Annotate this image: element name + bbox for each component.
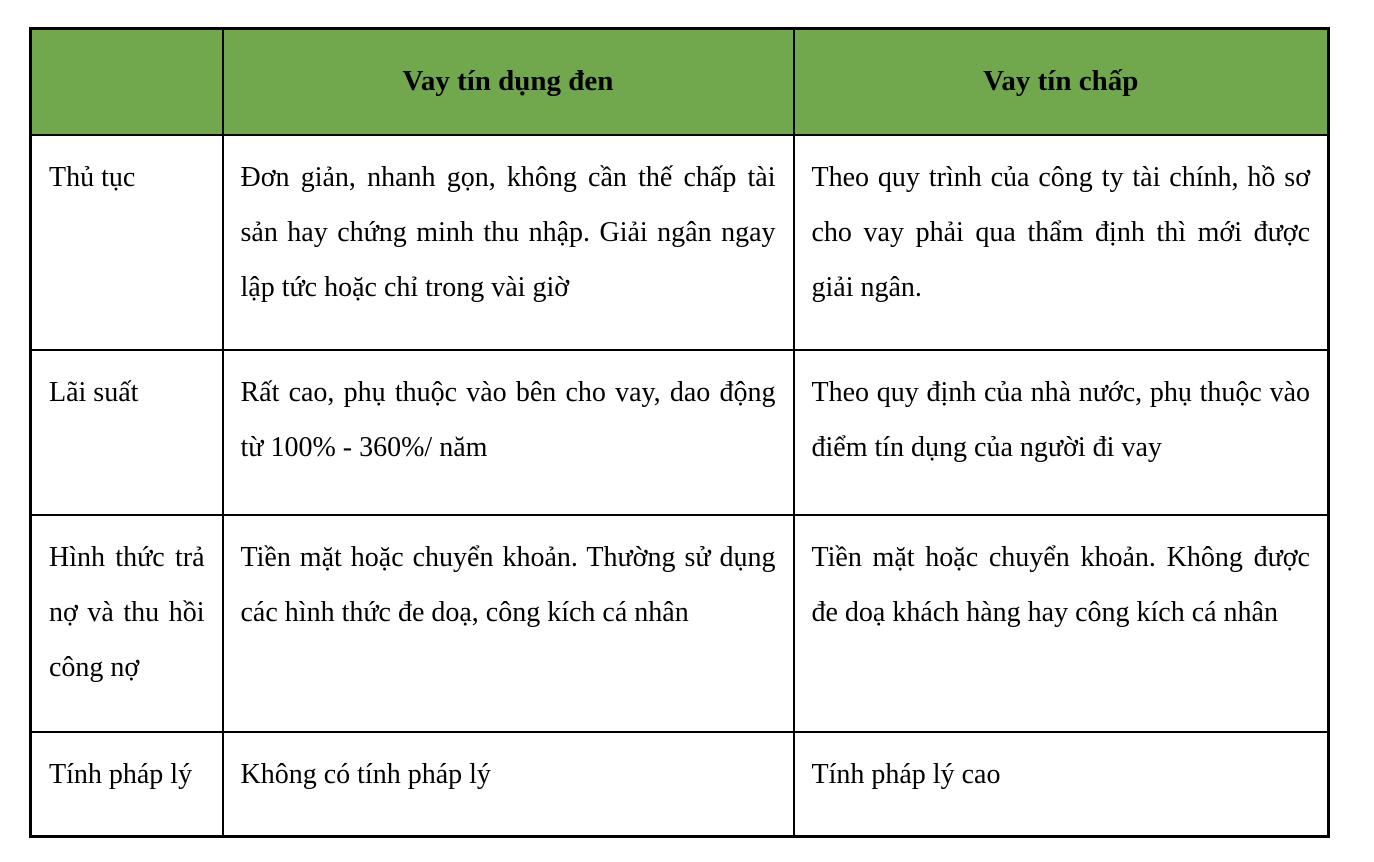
cell-thu-tuc-den: Đơn giản, nhanh gọn, không cần thế chấp tài sản hay chứng minh thu nhập. Giải ngân ngay lập tức hoặc chỉ trong vài giờ — [223, 135, 794, 350]
row-label-lai-suat: Lãi suất — [31, 350, 223, 515]
cell-tinh-phap-ly-den: Không có tính pháp lý — [223, 732, 794, 837]
table-row-hinh-thuc-tra-no — [31, 515, 1329, 732]
cell-hinh-thuc-den: Tiền mặt hoặc chuyển khoản. Thường sử dụng các hình thức đe doạ, công kích cá nhân — [223, 515, 794, 732]
header-cell-empty — [31, 29, 223, 135]
header-cell-vay-tin-chap: Vay tín chấp — [794, 29, 1329, 135]
cell-hinh-thuc-chap: Tiền mặt hoặc chuyển khoản. Không được đe doạ khách hàng hay công kích cá nhân — [794, 515, 1329, 732]
table-row-lai-suat — [31, 350, 1329, 515]
cell-tinh-phap-ly-chap: Tính pháp lý cao — [794, 732, 1329, 837]
row-label-tinh-phap-ly: Tính pháp lý — [31, 732, 223, 837]
row-label-thu-tuc: Thủ tục — [31, 135, 223, 350]
cell-lai-suat-den: Rất cao, phụ thuộc vào bên cho vay, dao động từ 100% - 360%/ năm — [223, 350, 794, 515]
table-row-thu-tuc — [31, 135, 1329, 350]
row-label-hinh-thuc-tra-no: Hình thức trả nợ và thu hồi công nợ — [31, 515, 223, 732]
cell-lai-suat-chap: Theo quy định của nhà nước, phụ thuộc vào điểm tín dụng của người đi vay — [794, 350, 1329, 515]
cell-thu-tuc-chap: Theo quy trình của công ty tài chính, hồ sơ cho vay phải qua thẩm định thì mới được giải ngân. — [794, 135, 1329, 350]
header-cell-vay-tin-dung-den: Vay tín dụng đen — [223, 29, 794, 135]
comparison-table — [29, 27, 1330, 838]
table-row-tinh-phap-ly — [31, 732, 1329, 837]
header-row — [31, 29, 1329, 135]
